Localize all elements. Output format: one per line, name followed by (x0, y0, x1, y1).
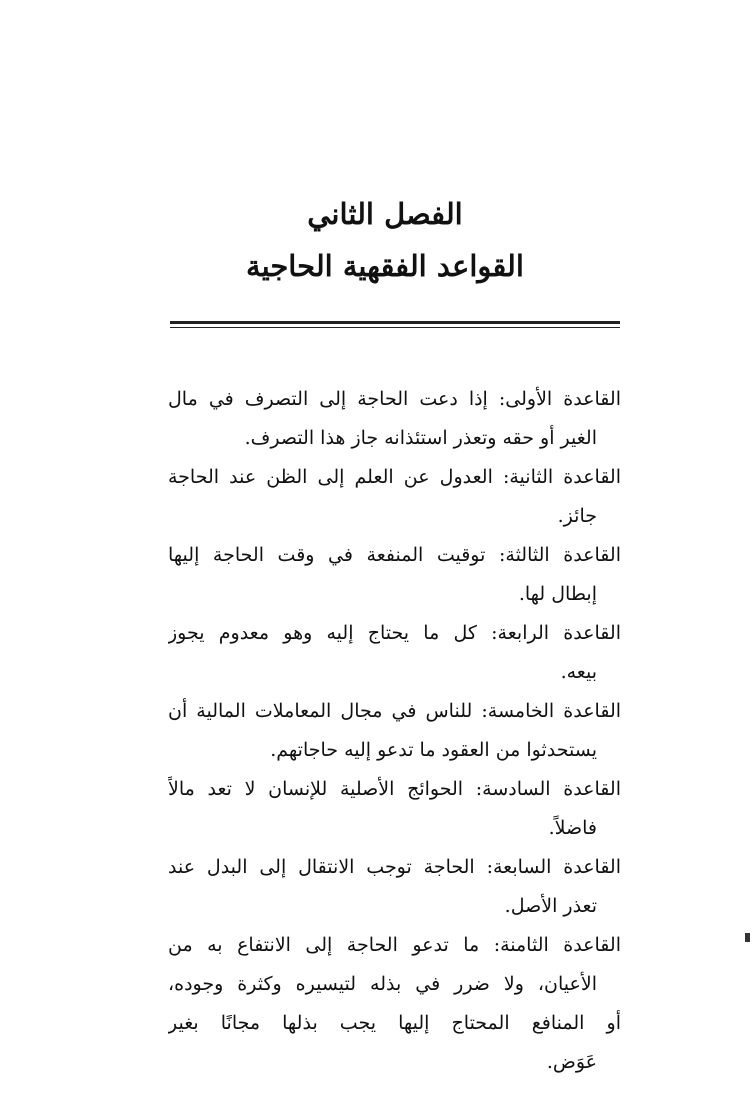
rule-continuation: بيعه. (560, 661, 597, 683)
rule-label: القاعدة الثانية: (502, 466, 621, 488)
rule-first-line (168, 926, 621, 965)
rule-entry-7 (168, 848, 621, 926)
rule-continuation: أو المنافع المحتاج إليها يجب بذلها مجانًا بغير (168, 1012, 621, 1034)
rule-label: القاعدة الرابعة: (491, 622, 621, 644)
rule-text: إذا دعت الحاجة إلى التصرف في مال (168, 388, 488, 410)
rule-first-line (168, 848, 621, 887)
rule-first-line (168, 536, 621, 575)
rule-text: الحاجة توجب الانتقال إلى البدل عند (168, 856, 475, 878)
rule-continuation: إبطال لها. (518, 583, 597, 605)
rule-entry-1 (168, 380, 621, 458)
rule-entry-2 (168, 458, 621, 536)
rule-first-line (168, 380, 621, 419)
heading-divider-thick (170, 321, 620, 324)
rule-continuation: جائز. (557, 505, 597, 527)
rule-text: العدول عن العلم إلى الظن عند الحاجة (168, 466, 493, 488)
rule-continuation: يستحدثوا من العقود ما تدعو إليه حاجاتهم. (270, 739, 597, 761)
rule-continuation: فاضلاً. (548, 817, 597, 839)
chapter-title: القواعد الفقهية الحاجية (246, 249, 524, 283)
rule-entry-5 (168, 692, 621, 770)
rule-label: القاعدة السادسة: (475, 778, 621, 800)
rule-label: القاعدة الخامسة: (481, 700, 621, 722)
rule-first-line (168, 692, 621, 731)
rule-label: القاعدة الثالثة: (498, 544, 621, 566)
rule-text: ما تدعو الحاجة إلى الانتفاع به من (168, 934, 480, 956)
rule-text: كل ما يحتاج إليه وهو معدوم يجوز (168, 622, 477, 644)
rule-entry-6 (168, 770, 621, 848)
chapter-number: الفصل الثاني (307, 197, 463, 231)
scan-edge-mark (745, 933, 750, 942)
rule-text: الحوائج الأصلية للإنسان لا تعد مالاً (168, 778, 464, 800)
rule-first-line (168, 458, 621, 497)
rules-list (168, 380, 621, 1082)
rule-text: توقيت المنفعة في وقت الحاجة إليها (168, 544, 486, 566)
rule-entry-8 (168, 926, 621, 1082)
rule-label: القاعدة السابعة: (486, 856, 621, 878)
rule-text: للناس في مجال المعاملات المالية أن (168, 700, 473, 722)
rule-label: القاعدة الثامنة: (493, 934, 621, 956)
rule-continuation: الغير أو حقه وتعذر استئذانه جاز هذا التصرف. (244, 427, 597, 449)
heading-divider-thin (170, 327, 620, 328)
rule-first-line (168, 770, 621, 809)
rule-entry-3 (168, 536, 621, 614)
rule-continuation: تعذر الأصل. (504, 895, 597, 917)
rule-continuation: الأعيان، ولا ضرر في بذله لتيسيره وكثرة وجوده، (168, 973, 597, 995)
rule-continuation: عَوَض. (546, 1051, 597, 1073)
rule-first-line (168, 614, 621, 653)
rule-entry-4 (168, 614, 621, 692)
rule-label: القاعدة الأولى: (498, 388, 621, 410)
